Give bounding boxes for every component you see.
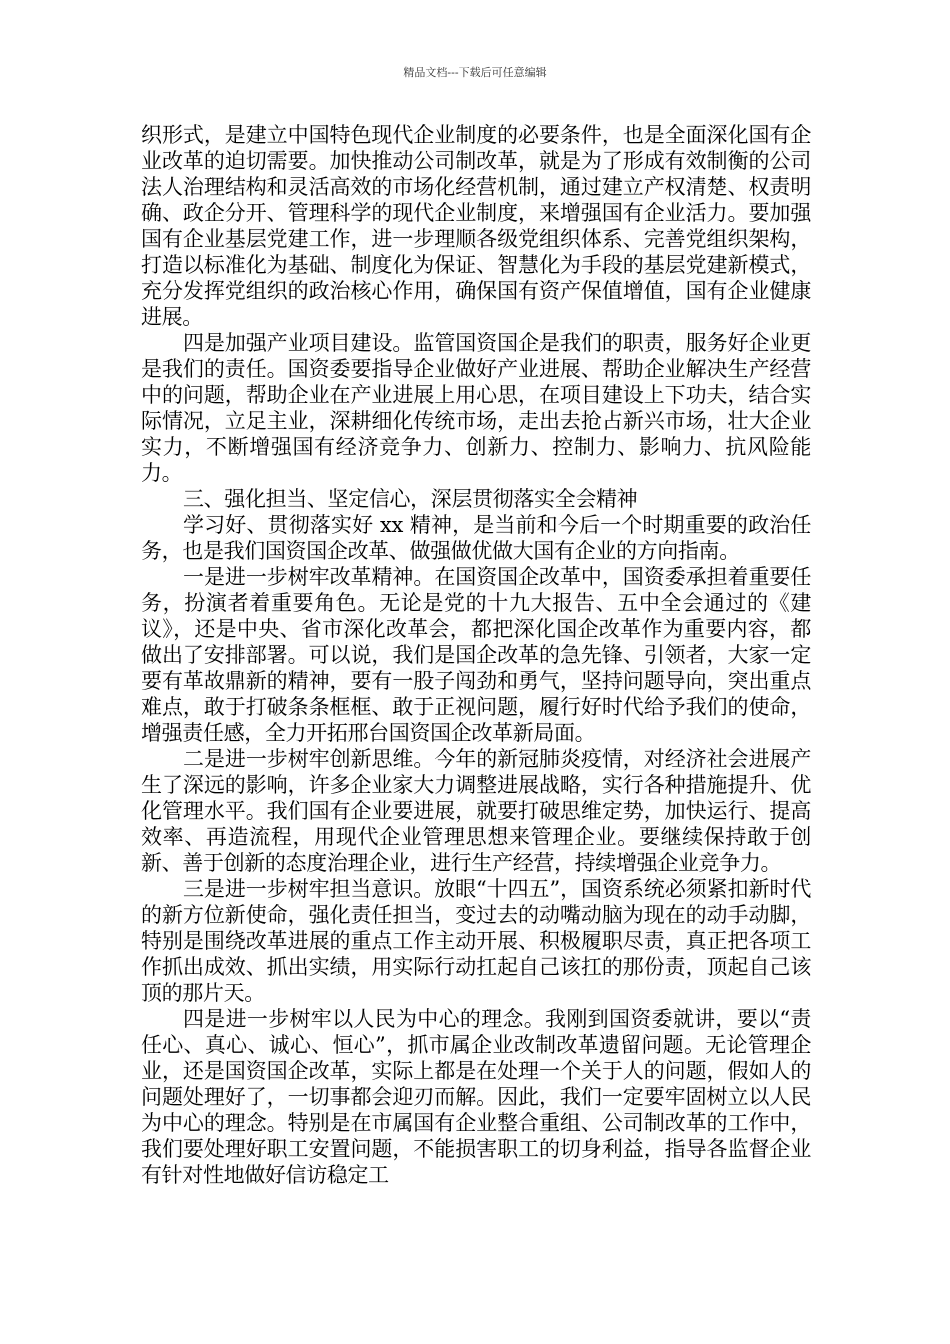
page-header: 精品文档---下载后可任意编辑 xyxy=(403,66,547,79)
paragraph-2: 四是加强产业项目建设。监管国资国企是我们的职责，服务好企业更是我们的责任。国资委要指导企业做好产业进展、帮助企业解决生产经营中的问题，帮助企业在产业进展上用心思，在项目建设上下功夫，结合实际情况，立足主业，深耕细化传统市场，走出去抢占新兴市场，壮大企业实力，不断增强国有经济竞争力、创新力、控制力、影响力、抗风险能力。 xyxy=(141,331,811,485)
document-body xyxy=(141,122,811,1188)
paragraph-1: 织形式，是建立中国特色现代企业制度的必要条件，也是全面深化国有企业改革的迫切需要。加快推动公司制改革，就是为了形成有效制衡的公司法人治理结构和灵活高效的市场化经营机制，通过建立产权清楚、权责明确、政企分开、管理科学的现代企业制度，来增强国有企业活力。要加强国有企业基层党建工作，进一步理顺各级党组织体系、完善党组织架构，打造以标准化为基础、制度化为保证、智慧化为手段的基层党建新模式，充分发挥党组织的政治核心作用，确保国有资产保值增值，国有企业健康进展。 xyxy=(141,123,811,329)
paragraph-6: 三是进一步树牢担当意识。放眼“十四五”，国资系统必须紧扣新时代的新方位新使命，强化责任担当，变过去的动嘴动脑为现在的动手动脚，特别是围绕改革进展的重点工作主动开展、积极履职尽责，真正把各项工作抓出成效、抓出实绩，用实际行动扛起自己该扛的那份责，顶起自己该顶的那片天。 xyxy=(141,877,811,1005)
section-heading: 三、强化担当、坚定信心，深层贯彻落实全会精神 xyxy=(183,487,638,511)
paragraph-5: 二是进一步树牢创新思维。今年的新冠肺炎疫情，对经济社会进展产生了深远的影响，许多企业家大力调整进展战略，实行各种措施提升、优化管理水平。我们国有企业要进展，就要打破思维定势，加快运行、提高效率、再造流程，用现代企业管理思想来管理企业。要继续保持敢于创新、善于创新的态度治理企业，进行生产经营，持续增强企业竞争力。 xyxy=(141,747,811,875)
paragraph-7: 四是进一步树牢以人民为中心的理念。我刚到国资委就讲，要以“责任心、真心、诚心、恒心”，抓市属企业改制改革遗留问题。无论管理企业，还是国资国企改革，实际上都是在处理一个关于人的问题，假如人的问题处理好了，一切事都会迎刃而解。因此，我们一定要牢固树立以人民为中心的理念。特别是在市属国有企业整合重组、公司制改革的工作中，我们要处理好职工安置问题，不能损害职工的切身利益，指导各监督企业有针对性地做好信访稳定工 xyxy=(141,1007,811,1187)
paragraph-4: 一是进一步树牢改革精神。在国资国企改革中，国资委承担着重要任务，扮演者着重要角色。无论是党的十九大报告、五中全会通过的《建议》，还是中央、省市深化改革会，都把深化国企改革作为重要内容，都做出了安排部署。可以说，我们是国企改革的急先锋、引领者，大家一定要有革故鼎新的精神，要有一股子闯劲和勇气，坚持问题导向，突出重点难点，敢于打破条条框框、敢于正视问题，履行好时代给予我们的使命，增强责任感，全力开拓邢台国资国企改革新局面。 xyxy=(141,565,811,745)
paragraph-3: 学习好、贯彻落实好 xx 精神，是当前和今后一个时期重要的政治任务，也是我们国资国企改革、做强做优做大国有企业的方向指南。 xyxy=(141,513,811,563)
